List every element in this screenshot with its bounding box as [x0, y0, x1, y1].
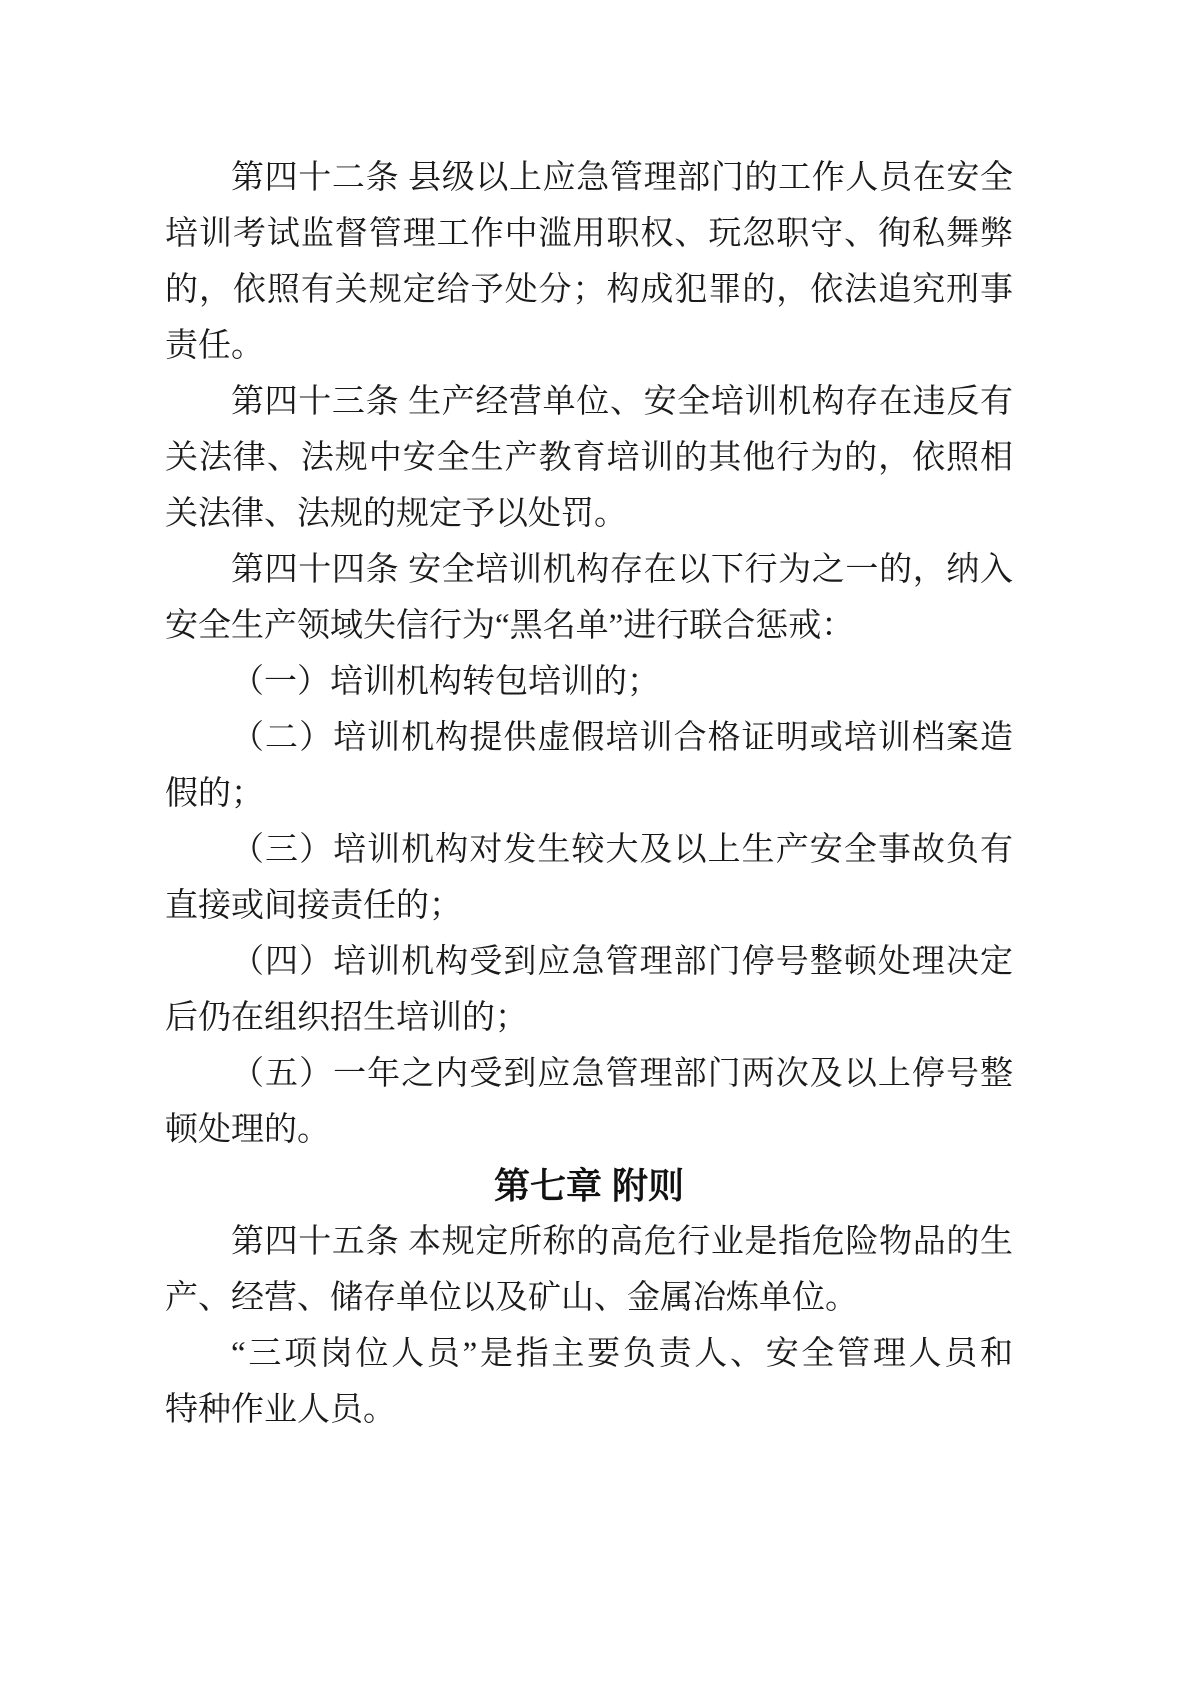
- list-item-line: （一）培训机构转包培训的；: [231, 664, 660, 700]
- paragraph-line: 第四十二条 县级以上应急管理部门的工作人员在安全: [231, 160, 1013, 196]
- paragraph-line: 安全生产领域失信行为“黑名单”进行联合惩戒：: [165, 608, 855, 644]
- document-body: [165, 150, 1013, 1438]
- list-item-line: （二）培训机构提供虚假培训合格证明或培训档案造: [231, 720, 1013, 756]
- paragraph-line: 第四十五条 本规定所称的高危行业是指危险物品的生: [231, 1224, 1013, 1260]
- definition-three-post-personnel: [165, 1326, 1013, 1438]
- paragraph-line: 关法律、法规中安全生产教育培训的其他行为的，依照相: [165, 440, 1013, 476]
- list-item-line: 直接或间接责任的；: [165, 888, 462, 924]
- article-44-item-3: [165, 822, 1013, 934]
- paragraph-line: 产、经营、储存单位以及矿山、金属冶炼单位。: [165, 1280, 858, 1316]
- article-43: [165, 374, 1013, 542]
- chapter-heading: 第七章 附则: [493, 1165, 684, 1206]
- article-44-item-2: [165, 710, 1013, 822]
- list-item-line: 后仍在组织招生培训的；: [165, 1000, 528, 1036]
- paragraph-line: 特种作业人员。: [165, 1392, 396, 1428]
- paragraph-line: 关法律、法规的规定予以处罚。: [165, 496, 627, 532]
- list-item-line: 假的；: [165, 776, 264, 812]
- paragraph-line: 责任。: [165, 328, 264, 364]
- list-item-line: （五）一年之内受到应急管理部门两次及以上停号整: [231, 1056, 1013, 1092]
- list-item-line: （三）培训机构对发生较大及以上生产安全事故负有: [231, 832, 1013, 868]
- article-42: [165, 150, 1013, 374]
- paragraph-line: 培训考试监督管理工作中滥用职权、玩忽职守、徇私舞弊: [165, 216, 1013, 252]
- paragraph-line: 第四十三条 生产经营单位、安全培训机构存在违反有: [231, 384, 1013, 420]
- paragraph-line: “三项岗位人员”是指主要负责人、安全管理人员和: [231, 1336, 1013, 1372]
- article-45: [165, 1214, 1013, 1326]
- article-44-item-1: [165, 654, 1013, 710]
- list-item-line: （四）培训机构受到应急管理部门停号整顿处理决定: [231, 944, 1013, 980]
- paragraph-line: 第四十四条 安全培训机构存在以下行为之一的，纳入: [231, 552, 1013, 588]
- list-item-line: 顿处理的。: [165, 1112, 330, 1148]
- paragraph-line: 的，依照有关规定给予处分；构成犯罪的，依法追究刑事: [165, 272, 1013, 308]
- article-44-item-4: [165, 934, 1013, 1046]
- article-44-item-5: [165, 1046, 1013, 1158]
- article-44-intro: [165, 542, 1013, 654]
